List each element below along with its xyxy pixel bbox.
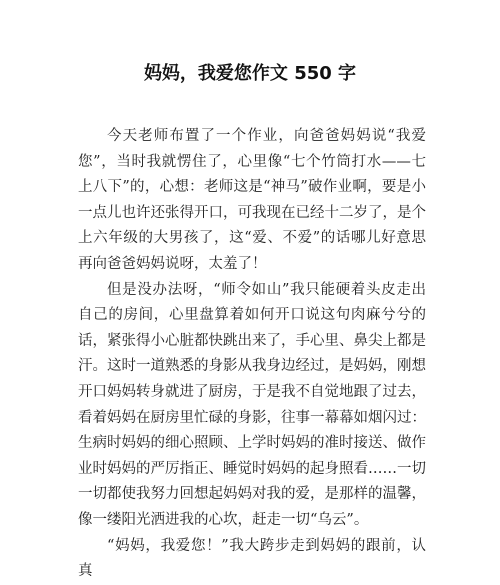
document-body — [78, 124, 426, 585]
paragraph-1: 今天老师布置了一个作业，向爸爸妈妈说“我爱您”，当时我就愣住了，心里像“七个竹筒打水——七上八下”的，心想：老师这是“神马”破作业啊，要是小一点儿也许还张得开口，可我现在已经十二岁了，是个上六年级的大男孩了，这“爱、不爱”的话哪儿好意思再向爸爸妈妈说呀，太羞了！ — [78, 128, 426, 272]
document-title: 妈妈，我爱您作文 550 字 — [143, 63, 357, 84]
paragraph-2: 但是没办法呀，“师令如山”我只能硬着头皮走出自己的房间，心里盘算着如何开口说这句肉麻兮兮的话，紧张得小心脏都快跳出来了，手心里、鼻尖上都是汗。这时一道熟悉的身影从我身边经过，是妈妈，刚想开口妈妈转身就进了厨房，于是我不自觉地跟了过去，看着妈妈在厨房里忙碌的身影，往事一幕幕如烟闪过：生病时妈妈的细心照顾、上学时妈妈的准时接送、做作业时妈妈的严厉指正、睡觉时妈妈的起身照看……一切一切都使我努力回想起妈妈对我的爱，是那样的温馨，像一缕阳光洒进我的心坎，赶走一切“乌云”。 — [78, 281, 426, 528]
paragraph-3: “妈妈，我爱您！”我大跨步走到妈妈的跟前，认真 — [78, 537, 426, 580]
